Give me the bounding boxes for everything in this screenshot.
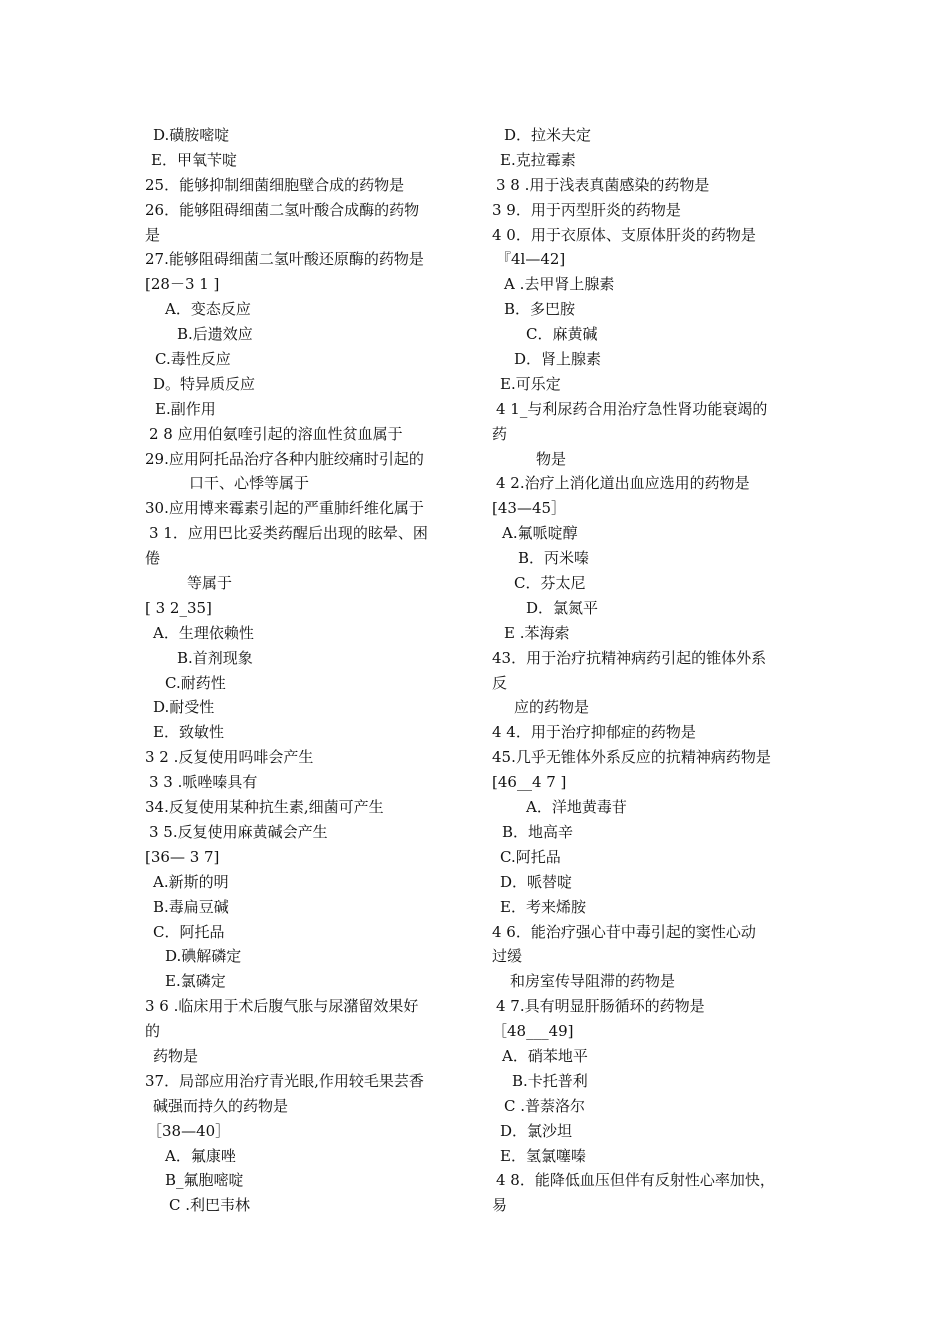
text-line: D．氯沙坦 xyxy=(500,1121,573,1140)
text-line: B.卡托普利 xyxy=(512,1071,588,1090)
text-line: [28－3 1 ] xyxy=(145,275,220,294)
text-line: E.克拉霉素 xyxy=(500,150,576,169)
text-line: 口干、心悸等属于 xyxy=(189,474,310,493)
text-line: E．考来烯胺 xyxy=(500,897,586,916)
text-line: [43—45］ xyxy=(492,499,567,518)
text-line: 30.应用博来霉素引起的严重肺纤维化属于 xyxy=(145,499,424,518)
text-line: B.后遗效应 xyxy=(177,325,253,344)
text-line: 3 6 .临床用于术后腹气胀与尿潴留效果好 xyxy=(145,997,419,1016)
text-line: E．甲氧苄啶 xyxy=(151,150,237,169)
text-line: B．地高辛 xyxy=(502,822,574,841)
text-line: E．致敏性 xyxy=(153,723,224,742)
text-line: [46__4 7 ] xyxy=(492,773,567,792)
text-line: 37．局部应用治疗青光眼,作用较毛果芸香 xyxy=(145,1071,424,1090)
text-line: C．阿托品 xyxy=(153,922,225,941)
text-line: 3 1．应用巴比妥类药醒后出现的眩晕、困 xyxy=(149,524,428,543)
text-line: D.碘解磷定 xyxy=(165,947,242,966)
text-line: A.氟哌啶醇 xyxy=(502,524,578,543)
text-line: 3 2 .反复使用吗啡会产生 xyxy=(145,748,314,767)
text-line: A．生理依赖性 xyxy=(153,623,254,642)
text-line: B.首剂现象 xyxy=(177,648,253,667)
text-line: 3 5.反复使用麻黄碱会产生 xyxy=(149,822,328,841)
text-line: 3 9．用于丙型肝炎的药物是 xyxy=(492,200,681,219)
text-line: 应的药物是 xyxy=(514,698,590,717)
text-line: C．芬太尼 xyxy=(514,574,586,593)
text-line: 34.反复使用某种抗生素,细菌可产生 xyxy=(145,798,384,817)
text-line: [ 3 2_35] xyxy=(145,598,212,617)
text-line: B．丙米嗪 xyxy=(518,549,590,568)
text-line: A．洋地黄毒苷 xyxy=(526,798,627,817)
text-line: 等属于 xyxy=(187,574,233,593)
text-line: 43．用于治疗抗精神病药引起的锥体外系 xyxy=(492,648,767,667)
text-line: D.耐受性 xyxy=(153,698,215,717)
text-line: 反 xyxy=(492,673,508,692)
text-line: A.新斯的明 xyxy=(153,872,229,891)
text-line: 药物是 xyxy=(153,1046,199,1065)
text-line: C.耐药性 xyxy=(165,673,226,692)
text-line: 4 6．能治疗强心苷中毒引起的窦性心动 xyxy=(492,922,756,941)
text-line: E．氢氯噻嗪 xyxy=(500,1146,586,1165)
text-line: A．氟康唑 xyxy=(165,1146,236,1165)
text-line: C.阿托品 xyxy=(500,847,561,866)
text-line: A．变态反应 xyxy=(165,300,251,319)
text-line: [36— 3 7] xyxy=(145,847,220,866)
text-line: 4 0．用于衣原体、支原体肝炎的药物是 xyxy=(492,225,756,244)
text-line: D。特异质反应 xyxy=(153,374,256,393)
text-line: B.毒扁豆碱 xyxy=(153,897,229,916)
text-line: E.氯磷定 xyxy=(165,972,226,991)
text-line: 易 xyxy=(492,1196,508,1215)
text-line: 26．能够阻碍细菌二氢叶酸合成酶的药物 xyxy=(145,200,420,219)
text-line: 4 7.具有明显肝肠循环的药物是 xyxy=(496,997,705,1016)
text-line: 4 4．用于治疗抑郁症的药物是 xyxy=(492,723,696,742)
text-line: D．肾上腺素 xyxy=(514,350,602,369)
text-line: 25．能够抑制细菌细胞壁合成的药物是 xyxy=(145,175,405,194)
text-line: D．氯氮平 xyxy=(526,598,599,617)
text-line: A .去甲肾上腺素 xyxy=(504,275,615,294)
text-line: D.磺胺嘧啶 xyxy=(153,126,230,144)
text-line: 的 xyxy=(145,1022,161,1041)
text-line: 药 xyxy=(492,424,508,443)
text-line: 和房室传导阻滞的药物是 xyxy=(510,972,676,991)
text-line: 3 8 .用于浅表真菌感染的药物是 xyxy=(496,175,710,194)
left-column xyxy=(145,123,465,1218)
text-line: 『4l—42] xyxy=(496,250,566,269)
text-line: B．多巴胺 xyxy=(504,300,576,319)
text-line: 物是 xyxy=(536,449,567,468)
text-line: A．硝苯地平 xyxy=(502,1046,588,1065)
text-line: E .苯海索 xyxy=(504,623,570,642)
text-line: C .利巴韦林 xyxy=(169,1196,251,1215)
text-line: 3 3 .哌唑嗪具有 xyxy=(149,773,258,792)
text-line: 4 8．能降低血压但伴有反射性心率加快， xyxy=(496,1171,775,1190)
text-line: D．拉米夫定 xyxy=(504,126,592,144)
text-line: 倦 xyxy=(145,549,161,568)
text-line: C．麻黄碱 xyxy=(526,325,598,344)
text-line: C .普萘洛尔 xyxy=(504,1096,586,1115)
text-line: ［38—40］ xyxy=(147,1121,231,1140)
text-line: 29.应用阿托品治疗各种内脏绞痛时引起的 xyxy=(145,449,424,468)
text-line: B_氟胞嘧啶 xyxy=(165,1171,244,1190)
text-line: 45.几乎无锥体外系反应的抗精神病药物是 xyxy=(492,748,771,767)
text-line: 是 xyxy=(145,225,161,244)
text-line: ［48___49] xyxy=(492,1022,574,1041)
right-column xyxy=(492,123,822,1218)
text-line: 2 8 应用伯氨喹引起的溶血性贫血属于 xyxy=(149,424,403,443)
text-line: 4 2.治疗上消化道出血应选用的药物是 xyxy=(496,474,750,493)
text-line: C.毒性反应 xyxy=(155,350,231,369)
text-line: D．哌替啶 xyxy=(500,872,573,891)
text-line: 4 1_与利尿药合用治疗急性肾功能衰竭的 xyxy=(496,399,768,418)
text-line: E.副作用 xyxy=(155,399,216,418)
text-line: E.可乐定 xyxy=(500,374,561,393)
text-line: 过缓 xyxy=(492,947,523,966)
text-line: 27.能够阻碍细菌二氢叶酸还原酶的药物是 xyxy=(145,250,424,269)
text-line: 碱强而持久的药物是 xyxy=(153,1096,289,1115)
